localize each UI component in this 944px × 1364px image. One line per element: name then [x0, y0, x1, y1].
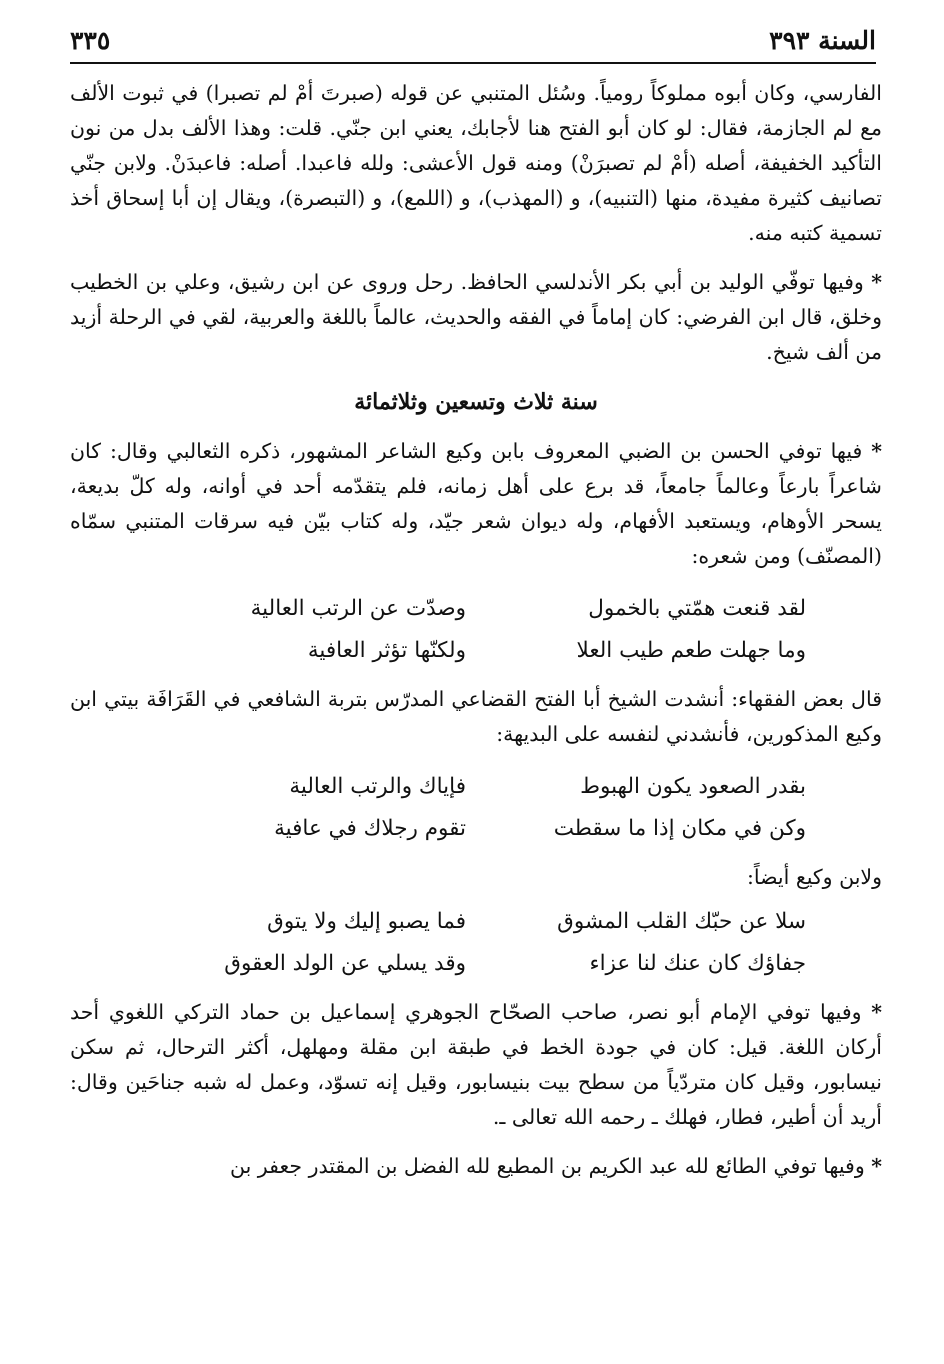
verse-first-hemistich: سلا عن حبّك القلب المشوق: [557, 909, 806, 934]
verse-second-hemistich: فإياك والرتب العالية: [289, 774, 466, 799]
paragraph-ibn-jinni: [70, 76, 882, 251]
star-marker: *: [871, 1000, 882, 1024]
poem-verse: [70, 766, 882, 808]
poem-qudai: [70, 766, 882, 850]
verse-second-hemistich: وقد يسلي عن الولد العقوق: [224, 951, 466, 976]
poem-verse: [70, 943, 882, 985]
poem-intro: ولابن وكيع أيضاً:: [746, 865, 882, 889]
verse-first-hemistich: جفاؤك كان عنك لنا عزاء: [589, 951, 806, 976]
paragraph-text: وفيها توفي الطائع لله عبد الكريم بن المطيع لله الفضل بن المقتدر جعفر بن: [229, 1154, 865, 1178]
body-text: [70, 76, 882, 1198]
star-marker: *: [871, 270, 882, 294]
paragraph-text: الفارسي، وكان أبوه مملوكاً رومياً. وسُئل المتنبي عن قوله (صبرتَ أمْ لم تصبرا) في ثبوت الألف مع لم الجازمة، فقال: لو كان أبو الفتح هنا لأجابك، يعني ابن جنّي. قلت: وهذا الألف بدل من نون التأكيد الخفيفة، أصله (أمْ لم تصبرَنْ) ومنه قول الأعشى: ولله فاعبدا. أصله: فاعبدَنْ. ولابن جنّي تصانيف كثيرة مفيدة، منها (التنبيه)، و (المهذب)، و (اللمع)، و (التبصرة)، ويقال إن أبا إسحاق أخذ تسمية كتبه منه.: [70, 81, 882, 245]
verse-first-hemistich: وما جهلت طعم طيب العلا: [576, 638, 806, 663]
paragraph-text: قال بعض الفقهاء: أنشدت الشيخ أبا الفتح القضاعي المدرّس بتربة الشافعي في القَرَافَة بيتي ابن وكيع المذكورين، فأنشدني لنفسه على البديهة:: [70, 687, 882, 746]
paragraph-text: فيها توفي الحسن بن الضبي المعروف بابن وكيع الشاعر المشهور، ذكره الثعالبي وقال: كان شاعراً بارعاً وعالماً جامعاً، قد برع على أهل زمانه، فلم يتقدّمه أحد في أوانه، وله كلّ بديعة، يسحر الأوهام، ويستعبد الأفهام، وله ديوان شعر جيّد، وله كتاب بيّن فيه سرقات المتنبي سمّاه (المصنّف) ومن شعره:: [70, 439, 882, 568]
paragraph-faqih: [70, 682, 882, 752]
verse-second-hemistich: فما يصبو إليك ولا يتوق: [267, 909, 466, 934]
poem-ibn-wakee-1: [70, 588, 882, 672]
verse-first-hemistich: لقد قنعت همّتي بالخمول: [588, 596, 806, 621]
paragraph-jawhari: [70, 995, 882, 1135]
running-head-year: السنة ٣٩٣: [769, 26, 876, 55]
paragraph-walid: [70, 265, 882, 370]
verse-second-hemistich: ولكنّها تؤثر العافية: [307, 638, 466, 663]
poem-verse: [70, 901, 882, 943]
verse-first-hemistich: وكن في مكان إذا ما سقطت: [553, 816, 806, 841]
poem-ibn-wakee-2: [70, 901, 882, 985]
paragraph-text: وفيها توفّي الوليد بن أبي بكر الأندلسي الحافظ. رحل وروى عن ابن رشيق، وعلي بن الخطيب وخلق، قال ابن الفرضي: كان إماماً في الفقه والحديث، عالماً باللغة والعربية، لقي في الرحلة أزيد من ألف شيخ.: [70, 270, 882, 364]
paragraph-taee: [70, 1149, 882, 1184]
poem-verse: [70, 808, 882, 850]
paragraph-text: وفيها توفي الإمام أبو نصر، صاحب الصحّاح الجوهري إسماعيل بن حماد التركي اللغوي أحد أركان اللغة. قيل: كان في جودة الخط في طبقة ابن مقلة ومهلهل، أكثر الترحال، ثم سكن نيسابور، وقيل كان متردّياً من سطح بيت بنيسابور، وقيل إنه تسوّد، وعمل له شبه جناحَين وقال: أريد أن أطير، فطار، فهلك ـ رحمه الله تعالى ـ.: [70, 1000, 882, 1129]
page-number: ٣٣٥: [70, 26, 111, 55]
verse-first-hemistich: بقدر الصعود يكون الهبوط: [580, 774, 806, 799]
section-heading: سنة ثلاث وتسعين وثلاثمائة: [354, 389, 598, 415]
poem-verse: [70, 588, 882, 630]
verse-second-hemistich: تقوم رجلاك في عافية: [274, 816, 466, 841]
star-marker: *: [871, 1154, 882, 1178]
verse-second-hemistich: وصدّت عن الرتب العالية: [250, 596, 466, 621]
paragraph-hasan: [70, 434, 882, 574]
star-marker: *: [871, 439, 882, 463]
running-head: [70, 22, 876, 64]
poem-verse: [70, 630, 882, 672]
